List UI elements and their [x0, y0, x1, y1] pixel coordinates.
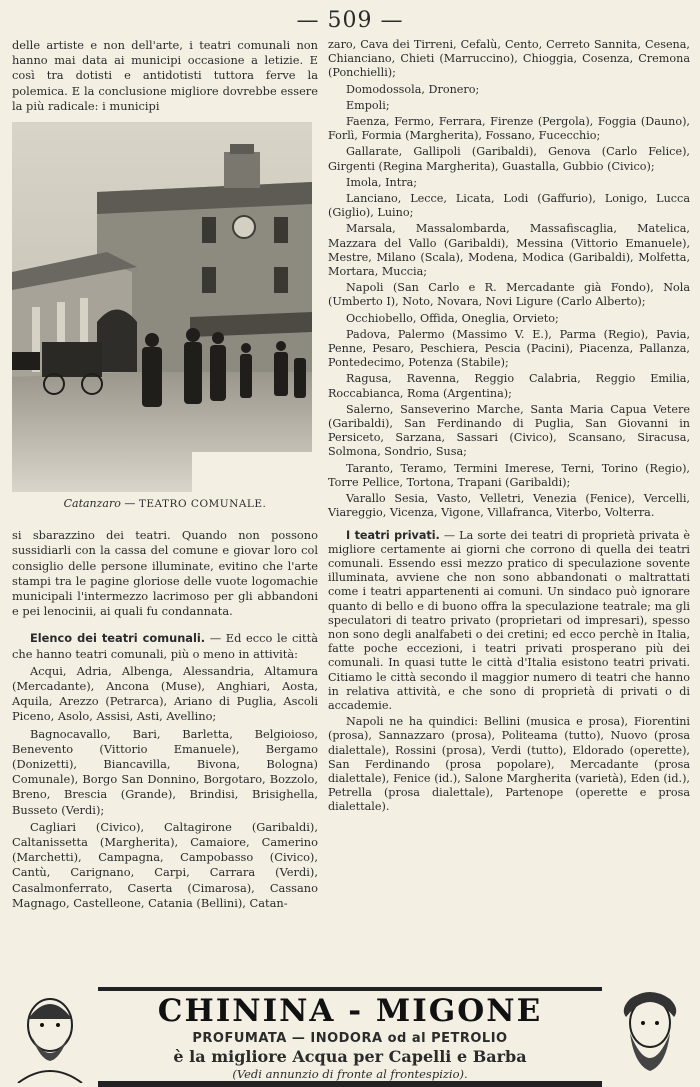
portrait-left-icon — [10, 989, 90, 1083]
caption-title: TEATRO COMUNALE. — [138, 498, 267, 511]
list-item: Marsala, Massalombarda, Massafiscaglia, Matelica, Mazzara del Vallo (Garibaldi), Messina (Vittorio Emanuele), Mestre, Milano (Scala), Modena, Modica (Garibaldi), Molfetta, Mortara, Muccia; — [328, 222, 690, 279]
list-item: Imola, Intra; — [346, 175, 418, 189]
list-item: Empoli; — [346, 98, 390, 112]
ad-top-rule — [98, 987, 602, 991]
list-item: Gallarate, Gallipoli (Garibaldi), Genova (Carlo Felice), Girgenti (Regina Margherita), Guastalla, Gubbio (Civico); — [328, 145, 690, 173]
right-column — [328, 38, 690, 817]
left-column — [12, 38, 318, 913]
ad-subtitle: PROFUMATA — INODORA od al PETROLIO — [192, 1031, 508, 1046]
section-comunali-text: — Ed ecco le città che hanno teatri comunali, più o meno in attività: — [12, 631, 318, 661]
ad-note: (Vedi annunzio di fronte al frontespizio). — [232, 1067, 468, 1081]
section-privati-text: — La sorte dei teatri di proprietà privata è migliore certamente ai giorni che corrono di quella dei teatri comunali. Essendo essi mezzo pratico di speculazione sovente illuminata, avviene che non sono abbandonati o maltrattati come i teatri appartenenti ai comuni. Un sindaco può ignorare quanto di bello e di buono offra la speculazione teatrale; ma gli speculatori di teatro privato (proprietari od impresari), spesso non sono degli analfabeti o dei cretini; ed ecco perchè in Italia, fatte poche eccezioni, i teatri privati prosperano più dei comunali. In quasi tutte le città d'Italia esistono teatri privati. Citiamo le città secondo il maggior numero di teatri che hanno in relativa attività, e che sono di proprietà di privati o di accademie. — [328, 528, 690, 712]
portrait-right-icon — [610, 989, 690, 1083]
page-number: — 509 — — [296, 8, 404, 33]
napoli-paragraph: Napoli ne ha quindici: Bellini (musica e prosa), Fiorentini (prosa), Sannazzaro (prosa), Politeama (tutto), Nuovo (prosa dialettale), Rossini (prosa), Verdi (tutto), Eldorado (operette), San Ferdinando (prosa popolare), Mercadante (prosa dialettale), Fenice (id.), Salone Margherita (varietà), Eden (id.), Petrella (prosa dialettale), Partenope (operette e prosa dialettale). — [328, 715, 690, 814]
list-item: zaro, Cava dei Tirreni, Cefalù, Cento, Cerreto Sannita, Cesena, Chianciano, Chieti (Marruccino), Chioggia, Cosenza, Cremona (Ponchielli); — [328, 38, 690, 80]
list-item: Cagliari (Civico), Caltagirone (Garibaldi), Caltanissetta (Margherita), Camaiore, Camerino (Marchetti), Campagna, Campobasso (Civico), Cantù, Carignano, Carpi, Carrara (Verdi), Casalmonferrato, Caserta (Cimarosa), Cassano Magnago, Castelleone, Catania (Bellini), Catan- — [12, 819, 318, 910]
list-item: Taranto, Teramo, Termini Imerese, Terni, Torino (Regio), Torre Pellice, Tortona, Trapani (Garibaldi); — [328, 461, 690, 489]
list-item: Padova, Palermo (Massimo V. E.), Parma (Regio), Pavia, Penne, Pesaro, Peschiera, Pescia (Pacini), Piacenza, Pallanza, Pontedecimo, Potenza (Stabile); — [328, 327, 690, 370]
list-item: Occhiobello, Offida, Oneglia, Orvieto; — [346, 311, 559, 325]
list-item: Bagnocavallo, Bari, Barletta, Belgioioso, Benevento (Vittorio Emanuele), Bergamo (Donizetti), Biancavilla, Bivona, Bologna) Comunale), Borgo San Donnino, Borgotaro, Bozzolo, Breno, Brescia (Grande), Brindisi, Brisighella, Busseto (Verdi); — [12, 726, 318, 817]
left-paragraph: si sbarazzino dei teatri. Quando non possono sussidiarli con la cassa del comune e giovar loro col consiglio delle persone illuminate, evitino che l'arte stampi tra le pagine gloriose delle vuote logomachie municipali l'intermezzo lacrimoso per gli abbandoni e pei lenocinii, ai quali fu condannata. — [12, 528, 318, 619]
list-item: Varallo Sesia, Vasto, Velletri, Venezia (Fenice), Vercelli, Viareggio, Vicenza, Vigone, Villafranca, Viterbo, Volterra. — [328, 492, 690, 520]
caption-place: Catanzaro — [63, 497, 121, 511]
section-privati — [328, 529, 690, 714]
caption-dash: — — [120, 497, 139, 511]
section-comunali — [12, 631, 318, 661]
advertisement — [10, 987, 690, 1087]
section-privati-heading: I teatri privati. — [346, 528, 440, 542]
list-item: Lanciano, Lecce, Licata, Lodi (Gaffurio), Lonigo, Lucca (Giglio), Luino; — [328, 192, 690, 220]
list-item: Domodossola, Dronero; — [346, 82, 480, 96]
list-item: Salerno, Sanseverino Marche, Santa Maria Capua Vetere (Garibaldi), San Ferdinando di Puglia, San Giovanni in Persiceto, Sarzana, Sassari (Civico), Scansano, Siracusa, Solmona, Sondrio, Susa; — [328, 402, 690, 459]
ad-bottom-rule — [98, 1081, 602, 1087]
photo-caption — [12, 496, 318, 512]
list-item: Faenza, Fermo, Ferrara, Firenze (Pergola), Foggia (Dauno), Forlì, Formia (Margherita), Fossano, Fucecchio; — [328, 115, 690, 143]
ad-slogan: è la migliore Acqua per Capelli e Barba — [173, 1047, 527, 1066]
theatre-photo — [12, 122, 312, 492]
list-item: Ragusa, Ravenna, Reggio Calabria, Reggio Emilia, Roccabianca, Roma (Argentina); — [328, 372, 690, 400]
intro-paragraph: delle artiste e non dell'arte, i teatri comunali non hanno mai data ai municipi occasione a letizie. E così tra dotisti e antidotisti tuttora ferve la polemica. E la conclusione migliore dovrebbe essere la più radicale: i municipi — [12, 38, 318, 113]
list-item: Napoli (San Carlo e R. Mercadante già Fondo), Nola (Umberto I), Noto, Novara, Novi Ligure (Carlo Alberto); — [328, 281, 690, 309]
list-item: Acqui, Adria, Albenga, Alessandria, Altamura (Mercadante), Ancona (Muse), Anghiari, Aosta, Aquila, Arezzo (Petrarca), Ariano di Puglia, Ascoli Piceno, Asolo, Assisi, Asti, Avellino; — [12, 663, 318, 724]
section-comunali-heading: Elenco dei teatri comunali. — [30, 631, 206, 646]
catanzaro-theatre-illustration — [12, 122, 312, 492]
ad-title: CHININA - MIGONE — [157, 993, 543, 1029]
